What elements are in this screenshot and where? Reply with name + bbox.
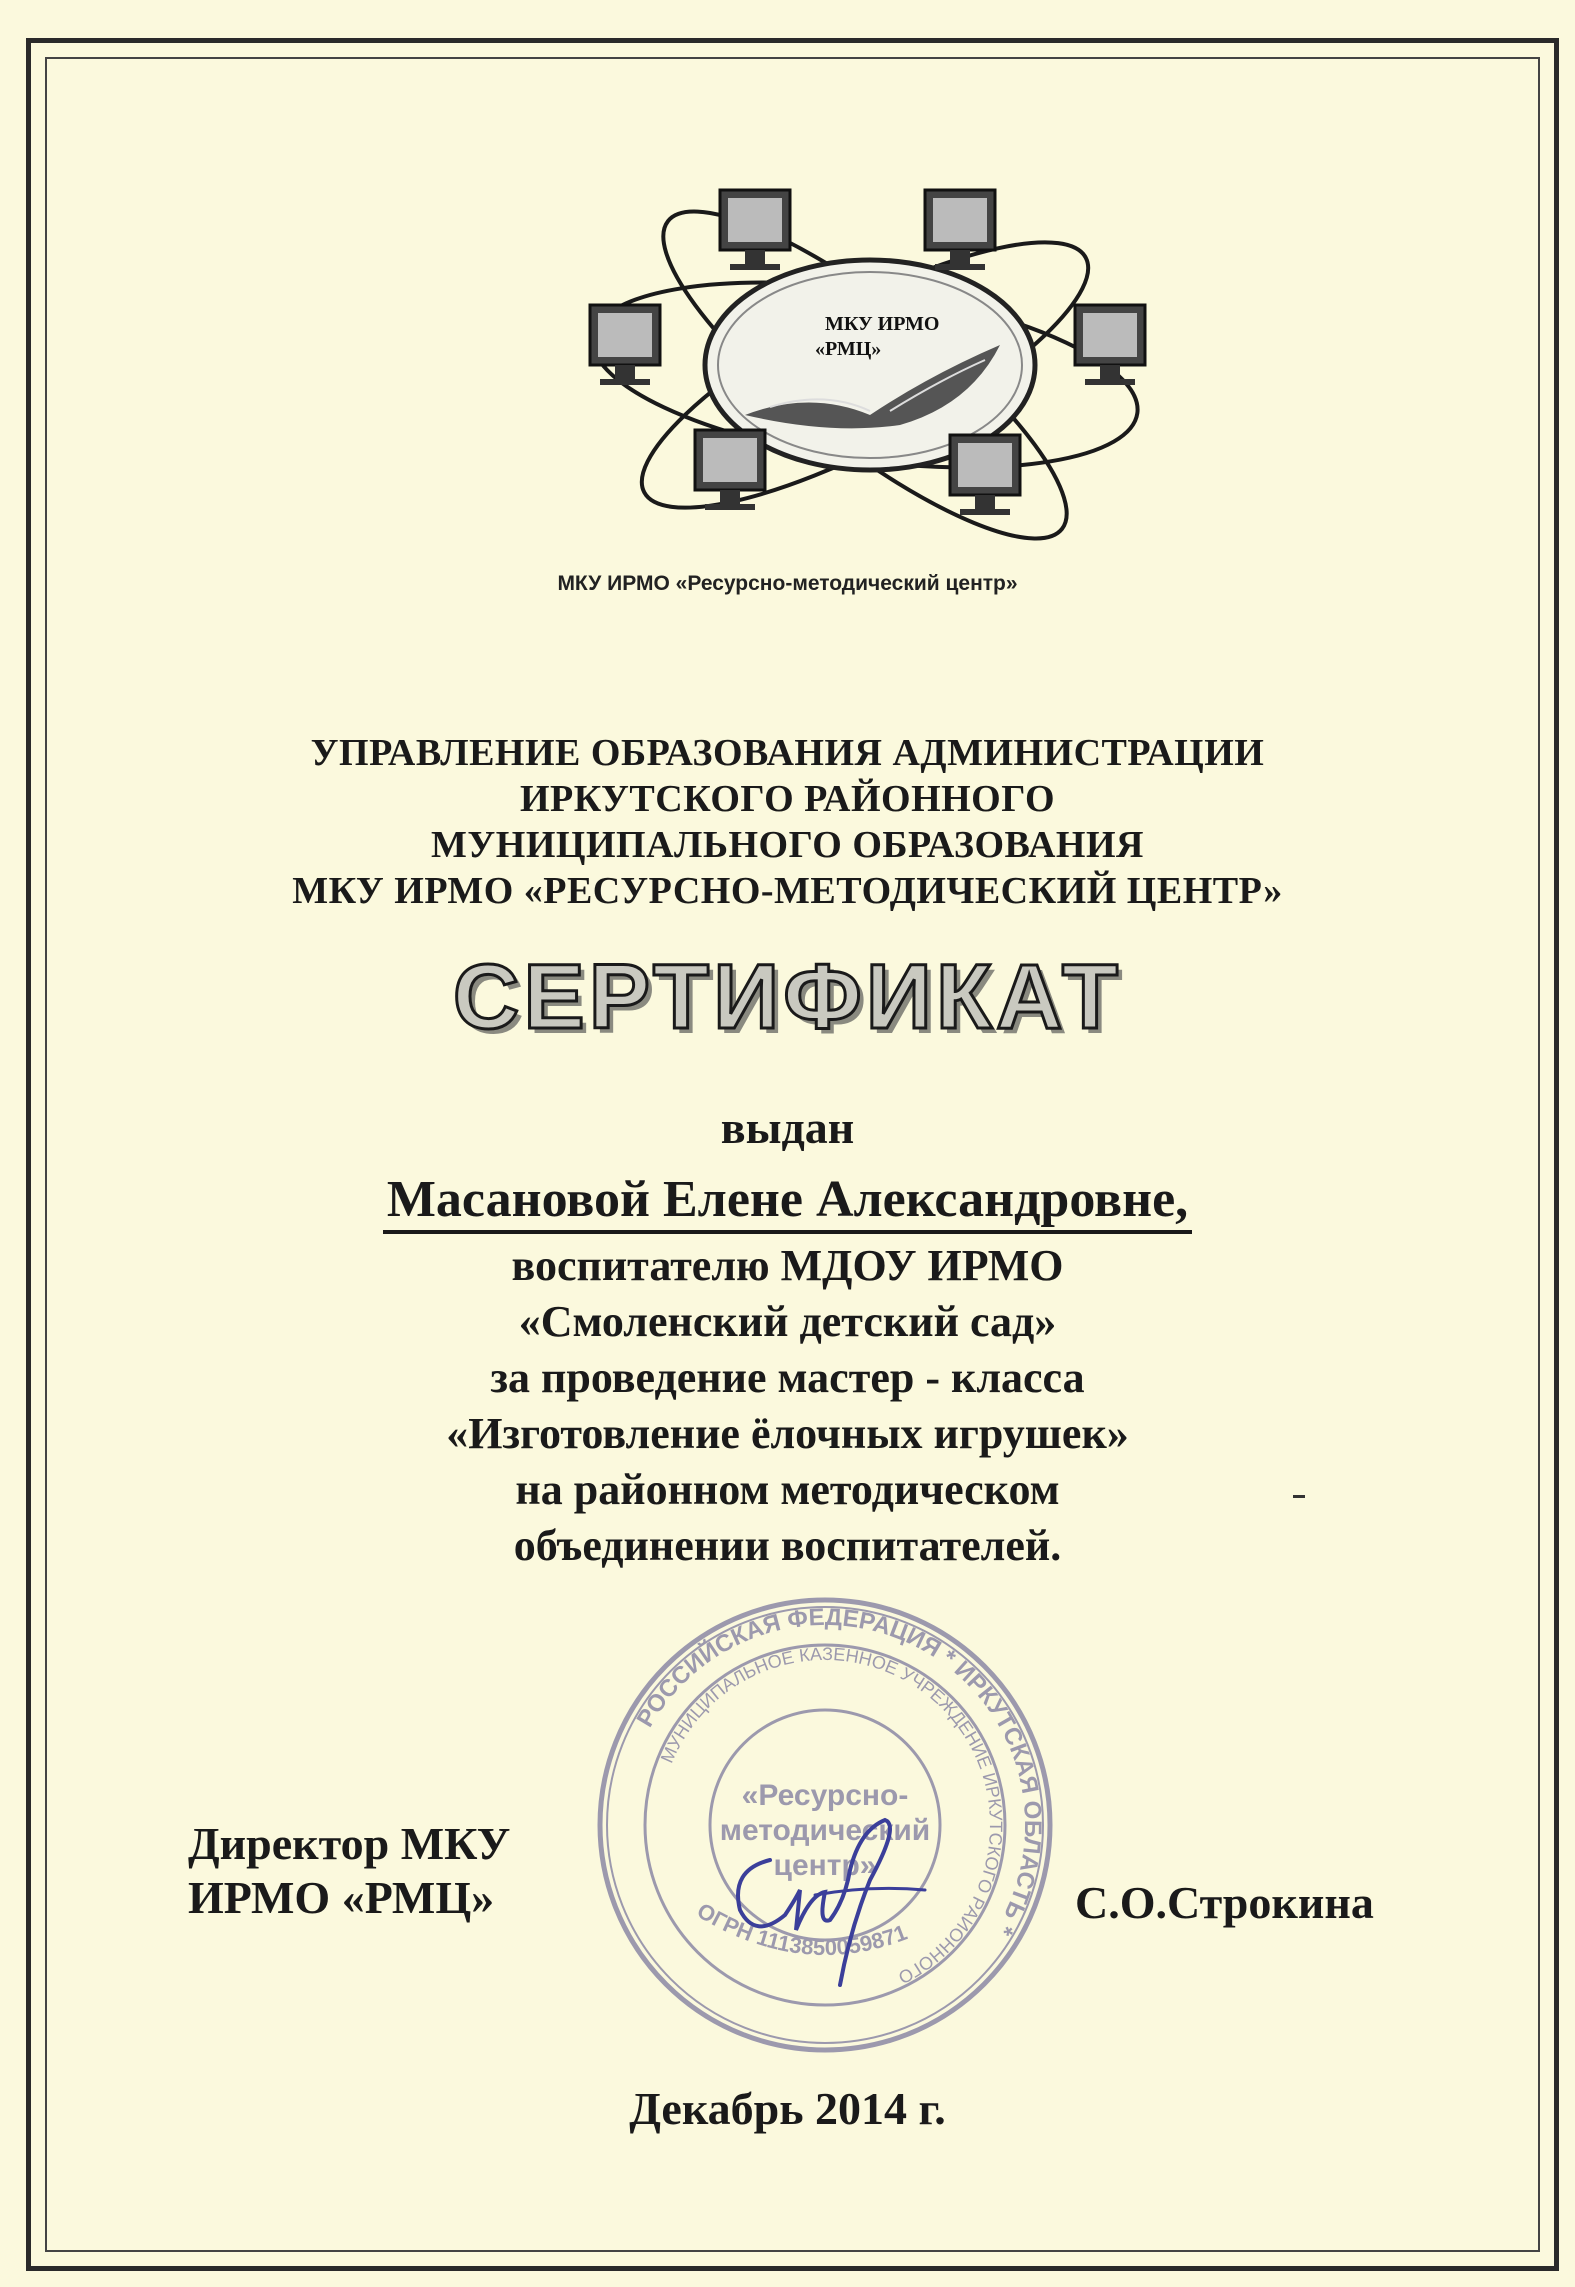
stamp-center-text: центр» bbox=[773, 1849, 877, 1882]
body-line: за проведение мастер - класса bbox=[490, 1353, 1085, 1402]
monitor-icon bbox=[1075, 305, 1145, 385]
issuer-header bbox=[0, 730, 1575, 914]
signatory-position bbox=[188, 1817, 510, 1925]
stamp-outer-text: РОССИЙСКАЯ ФЕДЕРАЦИЯ * ИРКУТСКАЯ ОБЛАСТЬ * bbox=[631, 1603, 1047, 1940]
body-line: на районном методическом bbox=[515, 1465, 1060, 1514]
header-line: УПРАВЛЕНИЕ ОБРАЗОВАНИЯ АДМИНИСТРАЦИИ bbox=[310, 732, 1265, 774]
issue-date: Декабрь 2014 г. bbox=[629, 2083, 946, 2134]
signatory-position-line: ИРМО «РМЦ» bbox=[188, 1872, 495, 1923]
stray-mark bbox=[1293, 1495, 1305, 1498]
certificate-body bbox=[0, 1100, 1575, 1574]
logo-emblem-text: «РМЦ» bbox=[815, 338, 882, 360]
monitor-icon bbox=[950, 435, 1020, 515]
monitor-icon bbox=[925, 190, 995, 270]
signatory-position-line: Директор МКУ bbox=[188, 1818, 511, 1869]
director-signature bbox=[700, 1800, 960, 2000]
stamp-center-text: методический bbox=[719, 1814, 931, 1847]
body-line: «Изготовление ёлочных игрушек» bbox=[446, 1409, 1129, 1458]
monitor-icon bbox=[590, 305, 660, 385]
header-line: МКУ ИРМО «РЕСУРСНО-МЕТОДИЧЕСКИЙ ЦЕНТР» bbox=[292, 870, 1283, 912]
stamp-ogrn-text: ОГРН 1113850059871 bbox=[692, 1897, 911, 1961]
stamp-inner-text: МУНИЦИПАЛЬНОЕ КАЗЕННОЕ УЧРЕЖДЕНИЕ ИРКУТСКОГО РАЙОННОГО bbox=[656, 1643, 1007, 1988]
header-line: ИРКУТСКОГО РАЙОННОГО bbox=[519, 778, 1056, 820]
certificate-title: СЕРТИФИКАТ bbox=[452, 946, 1123, 1048]
rmc-logo bbox=[570, 175, 1160, 565]
issued-label: выдан bbox=[720, 1102, 855, 1153]
body-line: «Смоленский детский сад» bbox=[518, 1297, 1057, 1346]
recipient-name: Масановой Елене Александровне, bbox=[383, 1170, 1192, 1234]
stamp-center-text: «Ресурсно- bbox=[741, 1779, 909, 1812]
logo-caption: МКУ ИРМО «Ресурсно-методический центр» bbox=[557, 572, 1018, 595]
monitor-icon bbox=[720, 190, 790, 270]
body-line: объединении воспитателей. bbox=[513, 1521, 1062, 1570]
header-line: МУНИЦИПАЛЬНОГО ОБРАЗОВАНИЯ bbox=[431, 824, 1144, 866]
logo-emblem-text: МКУ ИРМО bbox=[825, 313, 940, 335]
signatory-name: С.О.Строкина bbox=[1075, 1877, 1374, 1928]
body-line: воспитателю МДОУ ИРМО bbox=[511, 1241, 1064, 1290]
